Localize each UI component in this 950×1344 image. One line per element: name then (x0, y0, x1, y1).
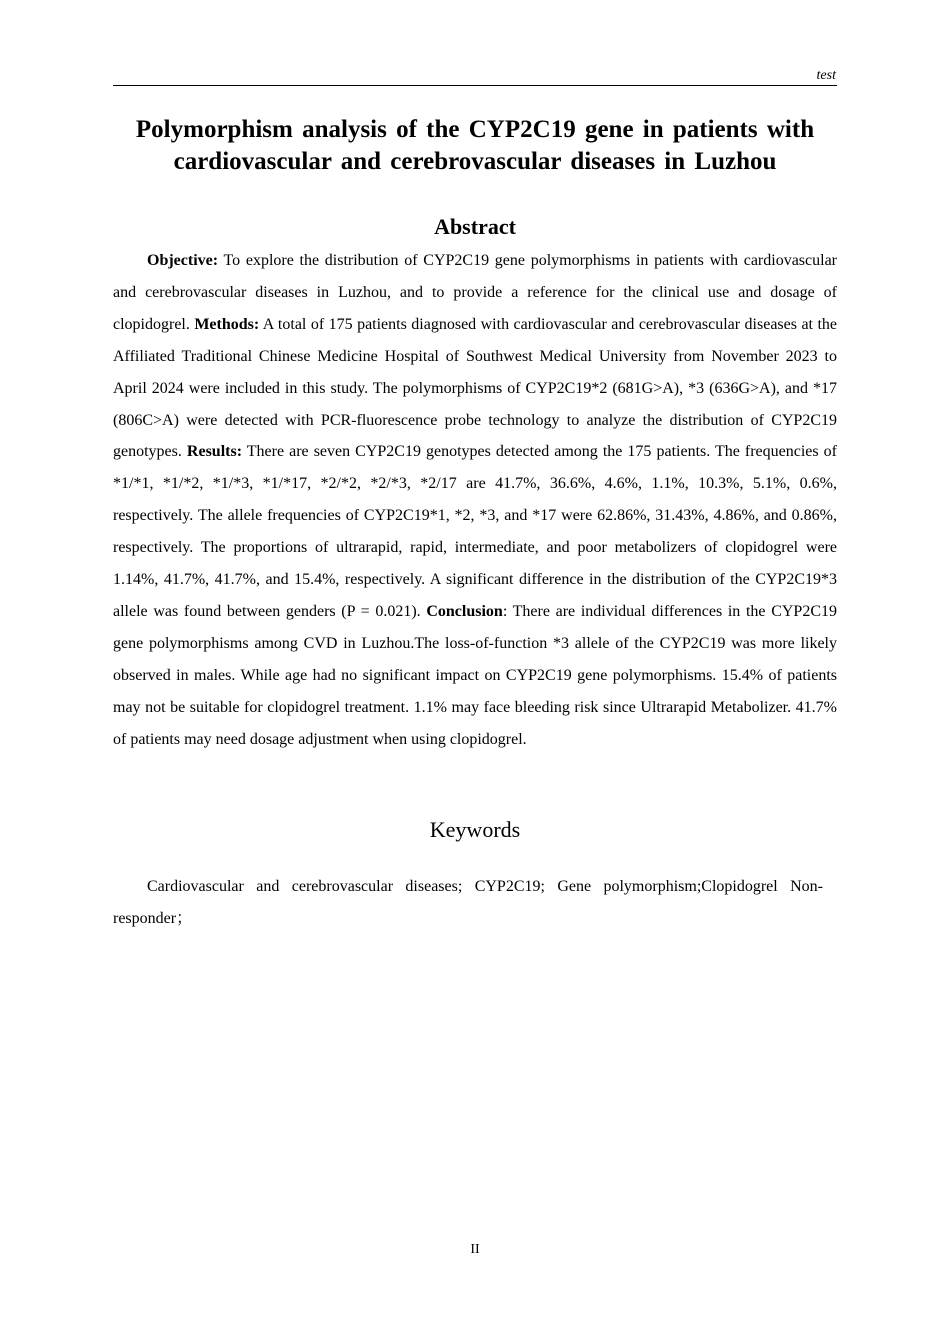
abstract-body (113, 245, 837, 756)
methods-label: Methods: (194, 315, 260, 333)
results-label: Results: (186, 443, 243, 461)
objective-text: To explore the distribution of CYP2C19 gene polymorphisms in patients with cardiovascular and cerebrovascular diseases in Luzhou, and to provide a reference for the clinical use and dosage of clopidogrel. (113, 252, 837, 333)
objective-label: Objective: (147, 252, 219, 269)
keywords-list: Cardiovascular and cerebrovascular diseases; CYP2C19; Gene polymorphism;Clopidogrel Non-responder； (113, 878, 823, 927)
conclusion-text: : There are individual differences in the CYP2C19 gene polymorphisms among CVD in Luzhou.The loss-of-function *3 allele of the CYP2C19 was more likely observed in males. While age had no significant impact on CYP2C19 gene polymorphisms. 15.4% of patients may not be suitable for clopidogrel treatment. 1.1% may face bleeding risk since Ultrarapid Metabolizer. 41.7% of patients may need dosage adjustment when using clopidogrel. (113, 602, 838, 748)
header-rule (113, 85, 837, 86)
paper-title: Polymorphism analysis of the CYP2C19 gene in patients with cardiovascular and cerebrovascular diseases in Luzhou (135, 116, 815, 175)
abstract-heading: Abstract (434, 214, 516, 239)
results-text: There are seven CYP2C19 genotypes detected among the 175 patients. The frequencies of *1/*1, *1/*2, *1/*3, *1/*17, *2/*2, *2/*3, *2/17 are 41.7%, 36.6%, 4.6%, 1.1%, 10.3%, 5.1%, 0.6%, respectively. The allele frequencies of CYP2C19*1, *2, *3, and *17 were 62.86%, 31.43%, 4.86%, and 0.86%, respectively. The proportions of ultrarapid, rapid, intermediate, and poor metabolizers of clopidogrel were 1.14%, 41.7%, 41.7%, and 15.4%, respectively. A significant difference in the distribution of the CYP2C19*3 allele was found between genders (P = 0.021). (113, 443, 838, 620)
keywords-heading: Keywords (429, 817, 521, 842)
conclusion-label: Conclusion (426, 602, 503, 620)
page-number: II (470, 1242, 480, 1257)
methods-text: A total of 175 patients diagnosed with cardiovascular and cerebrovascular diseases at the Affiliated Traditional Chinese Medicine Hospital of Southwest Medical University from November 2023 to April 2024 were included in this study. The polymorphisms of CYP2C19*2 (681G>A), *3 (636G>A), and *17 (806C>A) were detected with PCR-fluorescence probe technology to analyze the distribution of CYP2C19 genotypes. (113, 315, 837, 461)
running-header: test (816, 68, 836, 83)
